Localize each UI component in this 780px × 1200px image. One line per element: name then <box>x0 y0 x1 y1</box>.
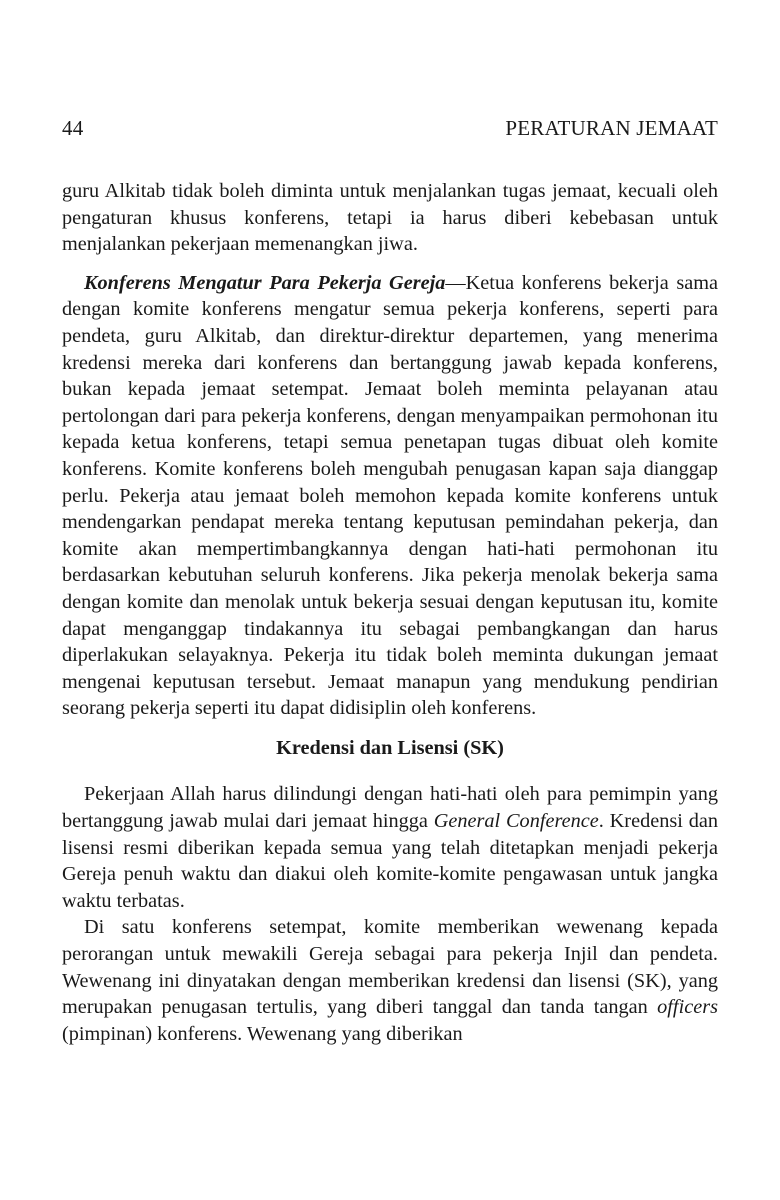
paragraph-continued <box>62 178 718 258</box>
page-body <box>62 178 718 1047</box>
page-number: 44 <box>62 116 84 140</box>
paragraph-text: Ketua konferens bekerja sama dengan komite konferens mengatur semua pekerja konferens, seperti para pendeta, guru Alkitab, dan direktur-direktur departemen, yang menerima kredensi mereka dari konferens dan bertanggung jawab kepada konferens, bukan kepada jemaat setempat. Jemaat boleh meminta pelayanan atau pertolongan dari para pekerja konferens, dengan menyampaikan permohonan itu kepada ketua konferens, tetapi semua penetapan tugas dibuat oleh komite konferens. Komite konferens boleh mengubah penugasan kapan saja dianggap perlu. Pekerja atau jemaat boleh memohon kepada komite konferens untuk mendengarkan pendapat mereka tentang keputusan pemindahan pekerja, dan komite akan mempertimbangkannya dengan hati-hati permohonan itu berdasarkan kebutuhan seluruh konferens. Jika pekerja menolak bekerja sama dengan komite dan menolak untuk bekerja sesuai dengan keputusan itu, komite dapat menganggap tindakannya itu sebagai pembangkangan dan harus diperlakukan selayaknya. Pekerja itu tidak boleh meminta dukungan jemaat mengenai keputusan tersebut. Jemaat manapun yang mendukung pendirian seorang pekerja seperti itu dapat didisiplin oleh konferens. <box>62 271 718 720</box>
em-dash: — <box>445 271 466 294</box>
paragraph-authority <box>62 914 718 1047</box>
running-title: PERATURAN JEMAAT <box>505 116 718 140</box>
paragraph-text: Di satu konferens setempat, komite memberikan wewenang kepada perorangan untuk mewakili Gereja sebagai para pekerja Injil dan pendeta. Wewenang ini dinyatakan dengan memberikan kredensi dan lisensi (SK), yang merupakan penugasan tertulis, yang diberi tanggal dan tanda tangan <box>62 916 718 1019</box>
paragraph-text: guru Alkitab tidak boleh diminta untuk menjalankan tugas jemaat, kecuali oleh pengaturan khusus konferens, tetapi ia harus diberi kebebasan untuk menjalankan pekerjaan memenangkan jiwa. <box>62 180 718 256</box>
paragraph-text: . Kredensi dan lisensi resmi diberikan kepada semua yang telah ditetapkan menjadi pekerja Gereja penuh waktu dan diakui oleh komite-komite pengawasan untuk jangka waktu terbatas. <box>62 810 718 912</box>
paragraph-text: Pekerjaan Allah harus dilindungi dengan hati-hati oleh para pemimpin yang bertanggung jawab mulai dari jemaat hingga <box>62 783 718 833</box>
section-heading: Kredensi dan Lisensi (SK) <box>276 736 504 759</box>
paragraph-text: (pimpinan) konferens. Wewenang yang diberikan <box>62 1022 463 1045</box>
italic-term: General Conference <box>433 810 599 833</box>
run-in-heading: Konferens Mengatur Para Pekerja Gereja <box>84 271 446 294</box>
paragraph-workers <box>62 270 718 722</box>
italic-term: officers <box>657 996 718 1019</box>
paragraph-credentials <box>62 781 718 914</box>
page-header <box>62 116 718 146</box>
